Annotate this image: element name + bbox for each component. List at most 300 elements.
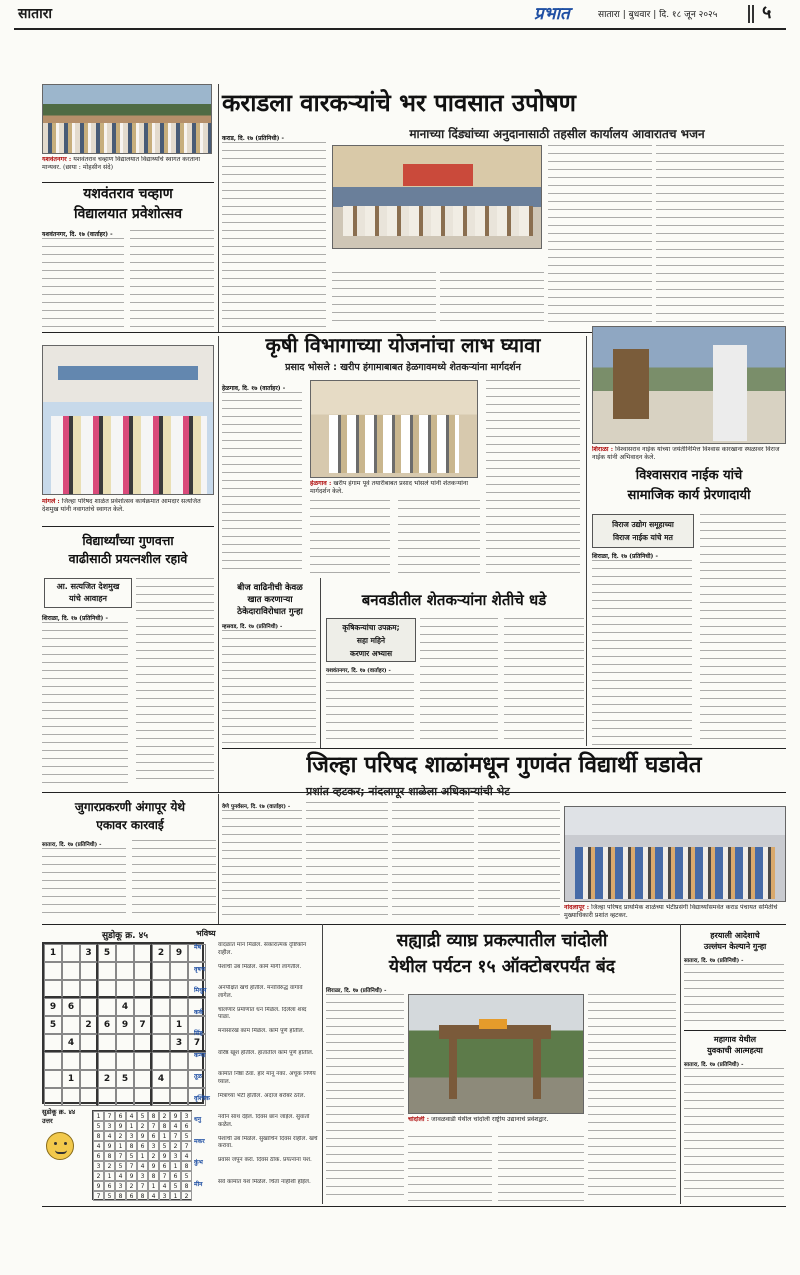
students-caption (42, 498, 214, 524)
column-rule (218, 84, 219, 332)
sudoku-answer-cell: 8 (148, 1171, 159, 1181)
horoscope-sign-text: अनपेक्षित खर्च होतील. मनाविरुद्ध वागावे लागेल. (218, 985, 303, 999)
sudoku-answer-cell: 6 (170, 1171, 181, 1181)
sudoku-cell (116, 962, 134, 980)
banwadi-body-col2 (420, 618, 498, 746)
sudoku-cell (80, 1034, 98, 1052)
krushi-body-col2 (310, 500, 390, 574)
sudoku-cell (62, 1088, 80, 1106)
horoscope-item (194, 1179, 320, 1201)
sudoku-cell: 4 (62, 1034, 80, 1052)
headline-line-2: खात करणाऱ्या (247, 595, 293, 605)
sudoku-cell (170, 1088, 188, 1106)
sudoku-cell (152, 980, 170, 998)
sudoku-answer-cell: 2 (148, 1151, 159, 1161)
varkari-body-col1 (222, 142, 326, 328)
caption-text: विश्वासराव नाईक यांच्या जयंतीनिमित्त विश्वास कारखाना स्थळावर विराज नाईक यांनी अभिवादन केले. (592, 446, 780, 462)
sudoku-cell: 5 (116, 1070, 134, 1088)
horoscope-sign-name: तूळ (194, 1073, 202, 1080)
box-line-2: सहा महिने (356, 636, 386, 645)
sudoku-answer-cell: 8 (181, 1161, 192, 1171)
sudoku-cell: 7 (134, 1016, 152, 1034)
tiger-headline (326, 928, 678, 980)
harassment-body (684, 964, 784, 1028)
subhead-line-1: आ. सत्यजित देशमुख (56, 582, 120, 591)
harassment-dateline: सातारा, दि. १७ (प्रतिनिधी) - (684, 958, 744, 964)
sudoku-answer-cell: 5 (181, 1171, 192, 1181)
sudoku-cell: 1 (62, 1070, 80, 1088)
sudoku-answer-cell: 2 (181, 1191, 192, 1201)
horoscope-item (194, 1114, 320, 1136)
sudoku-answer-cell: 5 (104, 1191, 115, 1201)
sudoku-answer-cell: 7 (159, 1171, 170, 1181)
subhead-line-2: विराज नाईक यांचे मत (613, 533, 673, 542)
horoscope-sign-name: मकर (194, 1137, 205, 1145)
tiger-dateline: शिराळा, दि. १७ (प्रतिनिधी) - (326, 988, 387, 994)
yashwantrao-photo (42, 84, 212, 154)
horoscope-list (194, 942, 320, 1202)
sudoku-cell (170, 1070, 188, 1088)
sudoku-cell (134, 998, 152, 1016)
naik-dateline: शिराळा, दि. १७ (प्रतिनिधी) - (592, 553, 658, 560)
headline-line-1: जुगारप्रकरणी अंगापूर येथे (74, 800, 186, 814)
sudoku-answer-cell: 3 (104, 1121, 115, 1131)
sudoku-cell (170, 962, 188, 980)
banwadi-box (326, 618, 416, 662)
yashwantrao-dateline: यशवंतनगर, दि. १७ (वार्ताहर) - (42, 231, 113, 238)
caption-text: जिल्हा परिषद प्राथमिक शाळेच्या भेटीप्रसंगी विद्यार्थ्यांसमवेत कराड पंचायत समितीचे मुख्याधिकारी प्रशांत व्हटकर. (564, 904, 778, 920)
sudoku-cell: 4 (116, 998, 134, 1016)
sudoku-cell (44, 1052, 62, 1070)
sudoku-cell (134, 1070, 152, 1088)
sudoku-answer-cell: 6 (104, 1181, 115, 1191)
sudoku-grid (42, 942, 204, 1104)
headline-line-2: एकावर कारवाई (96, 818, 164, 832)
sudoku-cell (80, 1070, 98, 1088)
horoscope-sign-text: पैशाची उब मिळेल. सुखाचिन दिवस राहील. खर्च करावा. (218, 1135, 318, 1150)
sudoku-cell (116, 1052, 134, 1070)
yashwantrao-caption (42, 156, 214, 182)
sudoku-cell: 2 (152, 944, 170, 962)
sudoku-answer-cell: 6 (181, 1121, 192, 1131)
sudoku-cell: 2 (98, 1070, 116, 1088)
sudoku-cell (44, 980, 62, 998)
horoscope-sign-text: कामात निष्ठा ठेवा. हार मानू नका. अचूक निर्णय घ्याल. (218, 1071, 316, 1085)
sudoku-answer-cell: 2 (137, 1121, 148, 1131)
sudoku-cell (134, 1034, 152, 1052)
sudoku-cell (62, 1052, 80, 1070)
sudoku-answer-cell: 6 (93, 1151, 104, 1161)
seeds-box (222, 578, 318, 748)
sudoku-answer-cell: 6 (159, 1161, 170, 1171)
brand-logo: प्रभात (534, 4, 570, 24)
sudoku-cell (134, 944, 152, 962)
sudoku-answer-label: सुडोकू क्र. ४४ उत्तर (42, 1108, 76, 1125)
sudoku-answer-cell: 3 (170, 1151, 181, 1161)
section-rule (42, 924, 786, 925)
varkari-subhead: मानाच्या दिंड्यांच्या अनुदानासाठी तहसील कार्यालय आवारातच भजन (409, 127, 705, 141)
caption-label: शिराळा : (592, 446, 614, 453)
banwadi-body-col1 (326, 674, 414, 746)
yashwantrao-headline (42, 184, 214, 224)
tiger-caption (408, 1116, 584, 1134)
sudoku-answer-cell: 5 (170, 1181, 181, 1191)
sudoku-answer-cell: 9 (126, 1171, 137, 1181)
horoscope-sign-text: मित्रांच्या भेटी होतील. अंदाज बरोबर ठरेल. (218, 1092, 306, 1099)
naik-body-col1 (592, 560, 692, 746)
varkari-headline: कराडला वारकऱ्यांचे भर पावसात उपोषण (222, 89, 577, 117)
sudoku-answer-cell: 5 (115, 1161, 126, 1171)
sudoku-cell: 6 (98, 1016, 116, 1034)
varkari-dateline: कराड, दि. १७ (प्रतिनिधी) - (222, 135, 285, 142)
caption-text: जिल्हा परिषद शाळेत प्रवेशोत्सव कार्यक्रमात आमदार सत्यजित देशमुख यांनी नवागतांचे स्वागत केले. (42, 498, 201, 514)
sudoku-cell: 9 (116, 1016, 134, 1034)
krushi-headline: कृषी विभागाच्या योजनांचा लाभ घ्यावा (265, 333, 541, 357)
suicide-dateline: सातारा, दि. १७ (प्रतिनिधी) - (684, 1062, 744, 1068)
horoscope-sign-name: कन्या (194, 1051, 206, 1059)
sudoku-cell: 1 (170, 1016, 188, 1034)
sudoku-cell: 6 (62, 998, 80, 1016)
horoscope-item (194, 1157, 320, 1179)
sudoku-answer-cell: 3 (181, 1111, 192, 1121)
caption-text: यशवंतराव चव्हाण विद्यालयात विद्यार्थ्यांचे स्वागत करताना मान्यवर. (छाया : मोहसीन संदे) (42, 156, 201, 172)
sudoku-answer-cell: 1 (93, 1111, 104, 1121)
horoscope-title: भविष्य (196, 929, 216, 938)
sudoku-answer-cell: 8 (159, 1121, 170, 1131)
sudoku-answer-cell: 7 (104, 1111, 115, 1121)
sudoku-answer-cell: 1 (115, 1141, 126, 1151)
page-divider-mark-2 (752, 5, 754, 23)
horoscope-item (194, 1136, 320, 1158)
masthead-rule (14, 28, 786, 30)
horoscope-sign-text: मनासारखे काम मिळेल. कामे पूर्ण होतील. (218, 1028, 305, 1034)
sudoku-cell (98, 998, 116, 1016)
krushi-subhead: प्रसाद भोसले : खरीप हंगामाबाबत हेळगावमध्ये शेतकऱ्यांना मार्गदर्शन (285, 362, 521, 373)
sudoku-answer-cell: 9 (93, 1181, 104, 1191)
column-rule (322, 924, 323, 1204)
horoscope-item (194, 964, 320, 986)
students-body-col2 (136, 578, 214, 784)
sudoku-answer-cell: 8 (115, 1191, 126, 1201)
sudoku-cell (80, 998, 98, 1016)
naik-body-col2 (700, 514, 786, 746)
varkari-body-col5 (656, 145, 784, 328)
sudoku-cell (98, 1052, 116, 1070)
gambling-dateline: सातारा, दि. १७ (प्रतिनिधी) - (42, 842, 102, 848)
banwadi-dateline: यशवंतनगर, दि. १७ (वार्ताहर) - (326, 668, 391, 674)
page-divider-mark (748, 5, 750, 23)
headline-line-2: विद्यालयात प्रवेशोत्सव (73, 206, 183, 222)
sudoku-answer-cell: 4 (137, 1161, 148, 1171)
sudoku-answer-cell: 9 (159, 1151, 170, 1161)
horoscope-sign-text: नवीन साथ देईल. दिवस छान जाईल. सुवार्ता कळेल. (218, 1114, 310, 1128)
caption-label: हेळगाव : (310, 480, 332, 487)
sudoku-cell (170, 980, 188, 998)
horoscope-sign-text: वादळात मान मिळेल. सकारात्मक दृष्टिकोन राहील. (218, 942, 307, 956)
sudoku-answer-cell: 4 (115, 1171, 126, 1181)
sudoku-cell (80, 1088, 98, 1106)
sudoku-answer-cell: 3 (93, 1161, 104, 1171)
sudoku-cell (152, 1088, 170, 1106)
headline-line-1: सह्याद्री व्याघ्र प्रकल्पातील चांदोली (396, 931, 608, 951)
sudoku-answer-cell: 8 (104, 1151, 115, 1161)
sudoku-answer-cell: 2 (170, 1141, 181, 1151)
column-rule (680, 924, 681, 1204)
suicide-body (684, 1068, 784, 1202)
sudoku-answer-cell: 4 (104, 1131, 115, 1141)
headline-line-3: ठेकेदाराविरोधात गुन्हा (237, 607, 303, 617)
sudoku-cell (134, 962, 152, 980)
sudoku-cell (134, 980, 152, 998)
sudoku-answer-cell: 7 (148, 1121, 159, 1131)
sudoku-cell (98, 980, 116, 998)
krushi-body-col1 (222, 392, 302, 574)
sudoku-answer-cell: 4 (181, 1151, 192, 1161)
sudoku-answer-cell: 1 (170, 1161, 181, 1171)
sudoku-cell (116, 1034, 134, 1052)
sudoku-answer-cell: 2 (126, 1181, 137, 1191)
sudoku-answer-cell: 1 (126, 1121, 137, 1131)
sudoku-cell (62, 944, 80, 962)
banwadi-headline: बनवडीतील शेतकऱ्यांना शेतीचे धडे (361, 591, 547, 609)
zp-dateline: वेणे पुनर्वसन, दि. १७ (वार्ताहर) - (222, 804, 291, 810)
sudoku-cell (170, 1052, 188, 1070)
sudoku-answer-cell: 7 (93, 1191, 104, 1201)
naik-caption (592, 446, 786, 464)
banwadi-body-col3 (504, 618, 584, 746)
issue-date: सातारा | बुधवार | दि. १८ जून २०२५ (598, 10, 718, 20)
subhead-line-2: यांचे आवाहन (69, 594, 107, 603)
headline-line-2: वाढीसाठी प्रयत्नशील रहावे (68, 551, 188, 566)
sudoku-answer-cell: 4 (93, 1141, 104, 1151)
sudoku-cell (116, 944, 134, 962)
sudoku-mascot-icon (46, 1132, 74, 1160)
sudoku-answer-cell: 4 (170, 1121, 181, 1131)
sudoku-answer-cell: 8 (93, 1131, 104, 1141)
sudoku-answer-cell: 5 (159, 1141, 170, 1151)
sudoku-cell (80, 962, 98, 980)
horoscope-sign-text: पैशाची उब मिळेल. कामे मार्गी लागतील. (218, 963, 302, 970)
sudoku-answer-cell: 1 (104, 1171, 115, 1181)
headline-line-1: हरयाली आदेशाचे (710, 931, 760, 940)
tiger-photo (408, 994, 584, 1114)
sudoku-answer-cell: 2 (159, 1111, 170, 1121)
rule (42, 526, 214, 527)
sudoku-answer-cell: 9 (148, 1161, 159, 1171)
headline-line-2: युवकाची आत्महत्या (707, 1046, 763, 1055)
sudoku-answer-cell: 7 (137, 1181, 148, 1191)
horoscope-item (194, 1050, 320, 1072)
sudoku-answer-cell: 8 (137, 1191, 148, 1201)
rule (684, 1030, 786, 1031)
krushi-body-col3 (398, 500, 480, 574)
sudoku-cell (80, 1052, 98, 1070)
rule (42, 182, 214, 183)
sudoku-cell: 9 (170, 944, 188, 962)
column-rule (586, 336, 587, 746)
zp-photo (564, 806, 786, 902)
sudoku-answer-cell: 7 (181, 1141, 192, 1151)
zp-body-col2 (306, 802, 388, 918)
column-rule (218, 794, 219, 924)
students-dateline: शिराळा, दि. १७ (प्रतिनिधी) - (42, 615, 108, 622)
sudoku-answer-cell: 1 (137, 1151, 148, 1161)
horoscope-sign-name: धनु (194, 1116, 202, 1123)
sudoku-cell: 3 (170, 1034, 188, 1052)
sudoku-cell: 3 (80, 944, 98, 962)
caption-text: जावळवाडी येथील चांदोली राष्ट्रीय उद्यानाचे प्रवेशद्वार. (431, 1116, 549, 1123)
sudoku-answer-cell: 3 (126, 1131, 137, 1141)
sudoku-answer-cell: 8 (126, 1141, 137, 1151)
sudoku-cell (152, 998, 170, 1016)
sudoku-answer-cell: 7 (126, 1161, 137, 1171)
caption-text: खरीप हंगाम पूर्व तयारीबाबत प्रसाद भोसले यांनी शेतकऱ्यांना मार्गदर्शन केले. (310, 480, 469, 496)
zp-subhead: प्रशांत व्हटकर; नांदलापूर शाळेला अधिकाऱ्यांची भेट (306, 785, 510, 798)
gambling-body-col2 (132, 840, 216, 918)
sudoku-cell: 9 (44, 998, 62, 1016)
sudoku-cell: 1 (44, 944, 62, 962)
sudoku-cell: 5 (44, 1016, 62, 1034)
caption-label: मांगले : (42, 498, 60, 505)
sudoku-answer-cell: 7 (115, 1151, 126, 1161)
sudoku-cell (134, 1052, 152, 1070)
sudoku-answer-cell: 6 (148, 1131, 159, 1141)
sudoku-title: सुडोकू क्र. ४५ (101, 931, 149, 941)
sudoku-answer-cell: 4 (159, 1181, 170, 1191)
headline-line-2: उल्लंघन केल्याने गुन्हा (703, 942, 767, 951)
varkari-caption (332, 251, 542, 269)
varkari-photo (332, 145, 542, 249)
horoscope-sign-name: कुंभ (194, 1159, 203, 1166)
sudoku-answer-cell: 2 (115, 1131, 126, 1141)
tiger-body-col2 (408, 1136, 492, 1202)
sudoku-cell (44, 1034, 62, 1052)
headline-line-2: येथील पर्यटन १५ ऑक्टोबरपर्यंत बंद (388, 957, 616, 977)
tiger-body-col3 (498, 1136, 584, 1202)
horoscope-item (194, 1007, 320, 1029)
sudoku-cell (44, 962, 62, 980)
sudoku-answer-cell: 4 (148, 1191, 159, 1201)
krushi-photo (310, 380, 478, 478)
masthead (0, 0, 800, 30)
sudoku-answer-grid (92, 1110, 192, 1200)
sudoku-cell (62, 980, 80, 998)
sudoku-cell: 2 (80, 1016, 98, 1034)
yashwantrao-body-col1 (42, 238, 124, 328)
students-headline (42, 532, 214, 568)
students-body-col1 (42, 622, 128, 784)
sudoku-answer-cell: 6 (126, 1191, 137, 1201)
headline-line-1: विश्वासराव नाईक यांचे (635, 468, 743, 483)
zp-headline: जिल्हा परिषद शाळांमधून गुणवंत विद्यार्थी घडावेत (306, 752, 702, 778)
zp-body-col1 (222, 810, 302, 918)
horoscope-sign-name: कर्क (194, 1008, 204, 1016)
horoscope-sign-name: मेष (194, 944, 202, 951)
seeds-headline (222, 582, 318, 618)
sudoku-answer-cell: 3 (115, 1181, 126, 1191)
sudoku-answer-cell: 1 (170, 1191, 181, 1201)
horoscope-item (194, 1028, 320, 1050)
tiger-body-col4 (588, 994, 676, 1202)
sudoku-cell: 7 (188, 1034, 206, 1052)
box-line-1: कृषिकन्यांचा उपक्रम; (342, 623, 400, 632)
sudoku-cell (134, 1088, 152, 1106)
headline-line-1: बीज वाढिनीची केवळ (237, 583, 303, 593)
sudoku-cell (98, 962, 116, 980)
headline-line-1: महागाव येथील (713, 1035, 757, 1044)
sudoku-cell (62, 1016, 80, 1034)
caption-label: यशवंतनगर : (42, 156, 72, 163)
page-number: ५ (762, 2, 772, 23)
horoscope-sign-text: चालणार प्रमाणात धन मिळेल. दिलेला शब्द पाळा. (218, 1006, 307, 1021)
sudoku-cell (152, 1052, 170, 1070)
students-photo (42, 345, 214, 495)
box-line-3: करणार अभ्यास (349, 649, 393, 658)
sudoku-answer-cell: 3 (159, 1191, 170, 1201)
naik-headline (592, 466, 786, 506)
horoscope-sign-name: सिंह (194, 1030, 203, 1037)
horoscope-item (194, 1071, 320, 1093)
sudoku-answer-cell: 2 (104, 1161, 115, 1171)
sudoku-cell (62, 962, 80, 980)
horoscope-sign-name: मिथुन (194, 987, 207, 994)
sudoku-answer-cell: 1 (148, 1181, 159, 1191)
sudoku-answer-cell: 6 (137, 1141, 148, 1151)
sudoku-answer-cell: 7 (170, 1131, 181, 1141)
krushi-dateline: हेळगाव, दि. १७ (वार्ताहर) - (222, 385, 286, 392)
students-subhead-box (44, 578, 132, 608)
sudoku-answer-cell: 6 (115, 1111, 126, 1121)
sudoku-cell (152, 962, 170, 980)
sudoku-answer-cell: 3 (148, 1141, 159, 1151)
sudoku-cell: 4 (152, 1070, 170, 1088)
sudoku-answer-cell: 3 (137, 1171, 148, 1181)
sudoku-answer-cell: 9 (115, 1121, 126, 1131)
sudoku-cell (98, 1088, 116, 1106)
horoscope-item (194, 985, 320, 1007)
sudoku-answer-cell: 9 (137, 1131, 148, 1141)
caption-label: चांदोली : (408, 1116, 430, 1123)
sudoku-cell (80, 980, 98, 998)
horoscope-sign-name: वृषभ (194, 965, 206, 973)
sudoku-answer-cell: 9 (104, 1141, 115, 1151)
headline-line-1: यशवंतराव चव्हाण (83, 186, 173, 202)
sudoku-cell: 5 (98, 944, 116, 962)
sudoku-answer-cell: 8 (181, 1181, 192, 1191)
krushi-caption (310, 480, 478, 498)
sudoku-cell (44, 1088, 62, 1106)
horoscope-item (194, 1093, 320, 1115)
sudoku-cell (152, 1034, 170, 1052)
sudoku-cell (44, 1070, 62, 1088)
sudoku-cell (116, 1088, 134, 1106)
sudoku-cell (152, 1016, 170, 1034)
gambling-body-col1 (42, 848, 126, 918)
column-rule (320, 578, 321, 748)
horoscope-sign-text: वरिष्ठ खूश होतील. हातातील कामे पूर्ण होतील. (218, 1049, 314, 1056)
footer-rule (42, 1206, 786, 1207)
naik-photo (592, 326, 786, 444)
suicide-headline (684, 1034, 786, 1056)
sudoku-answer-cell: 5 (93, 1121, 104, 1131)
naik-subhead-box (592, 514, 694, 548)
sudoku-answer-cell: 5 (181, 1131, 192, 1141)
sudoku-cell (170, 998, 188, 1016)
varkari-body-col4 (548, 145, 652, 328)
horoscope-item (194, 942, 320, 964)
sudoku-answer-cell: 8 (148, 1111, 159, 1121)
sudoku-cell (98, 1034, 116, 1052)
